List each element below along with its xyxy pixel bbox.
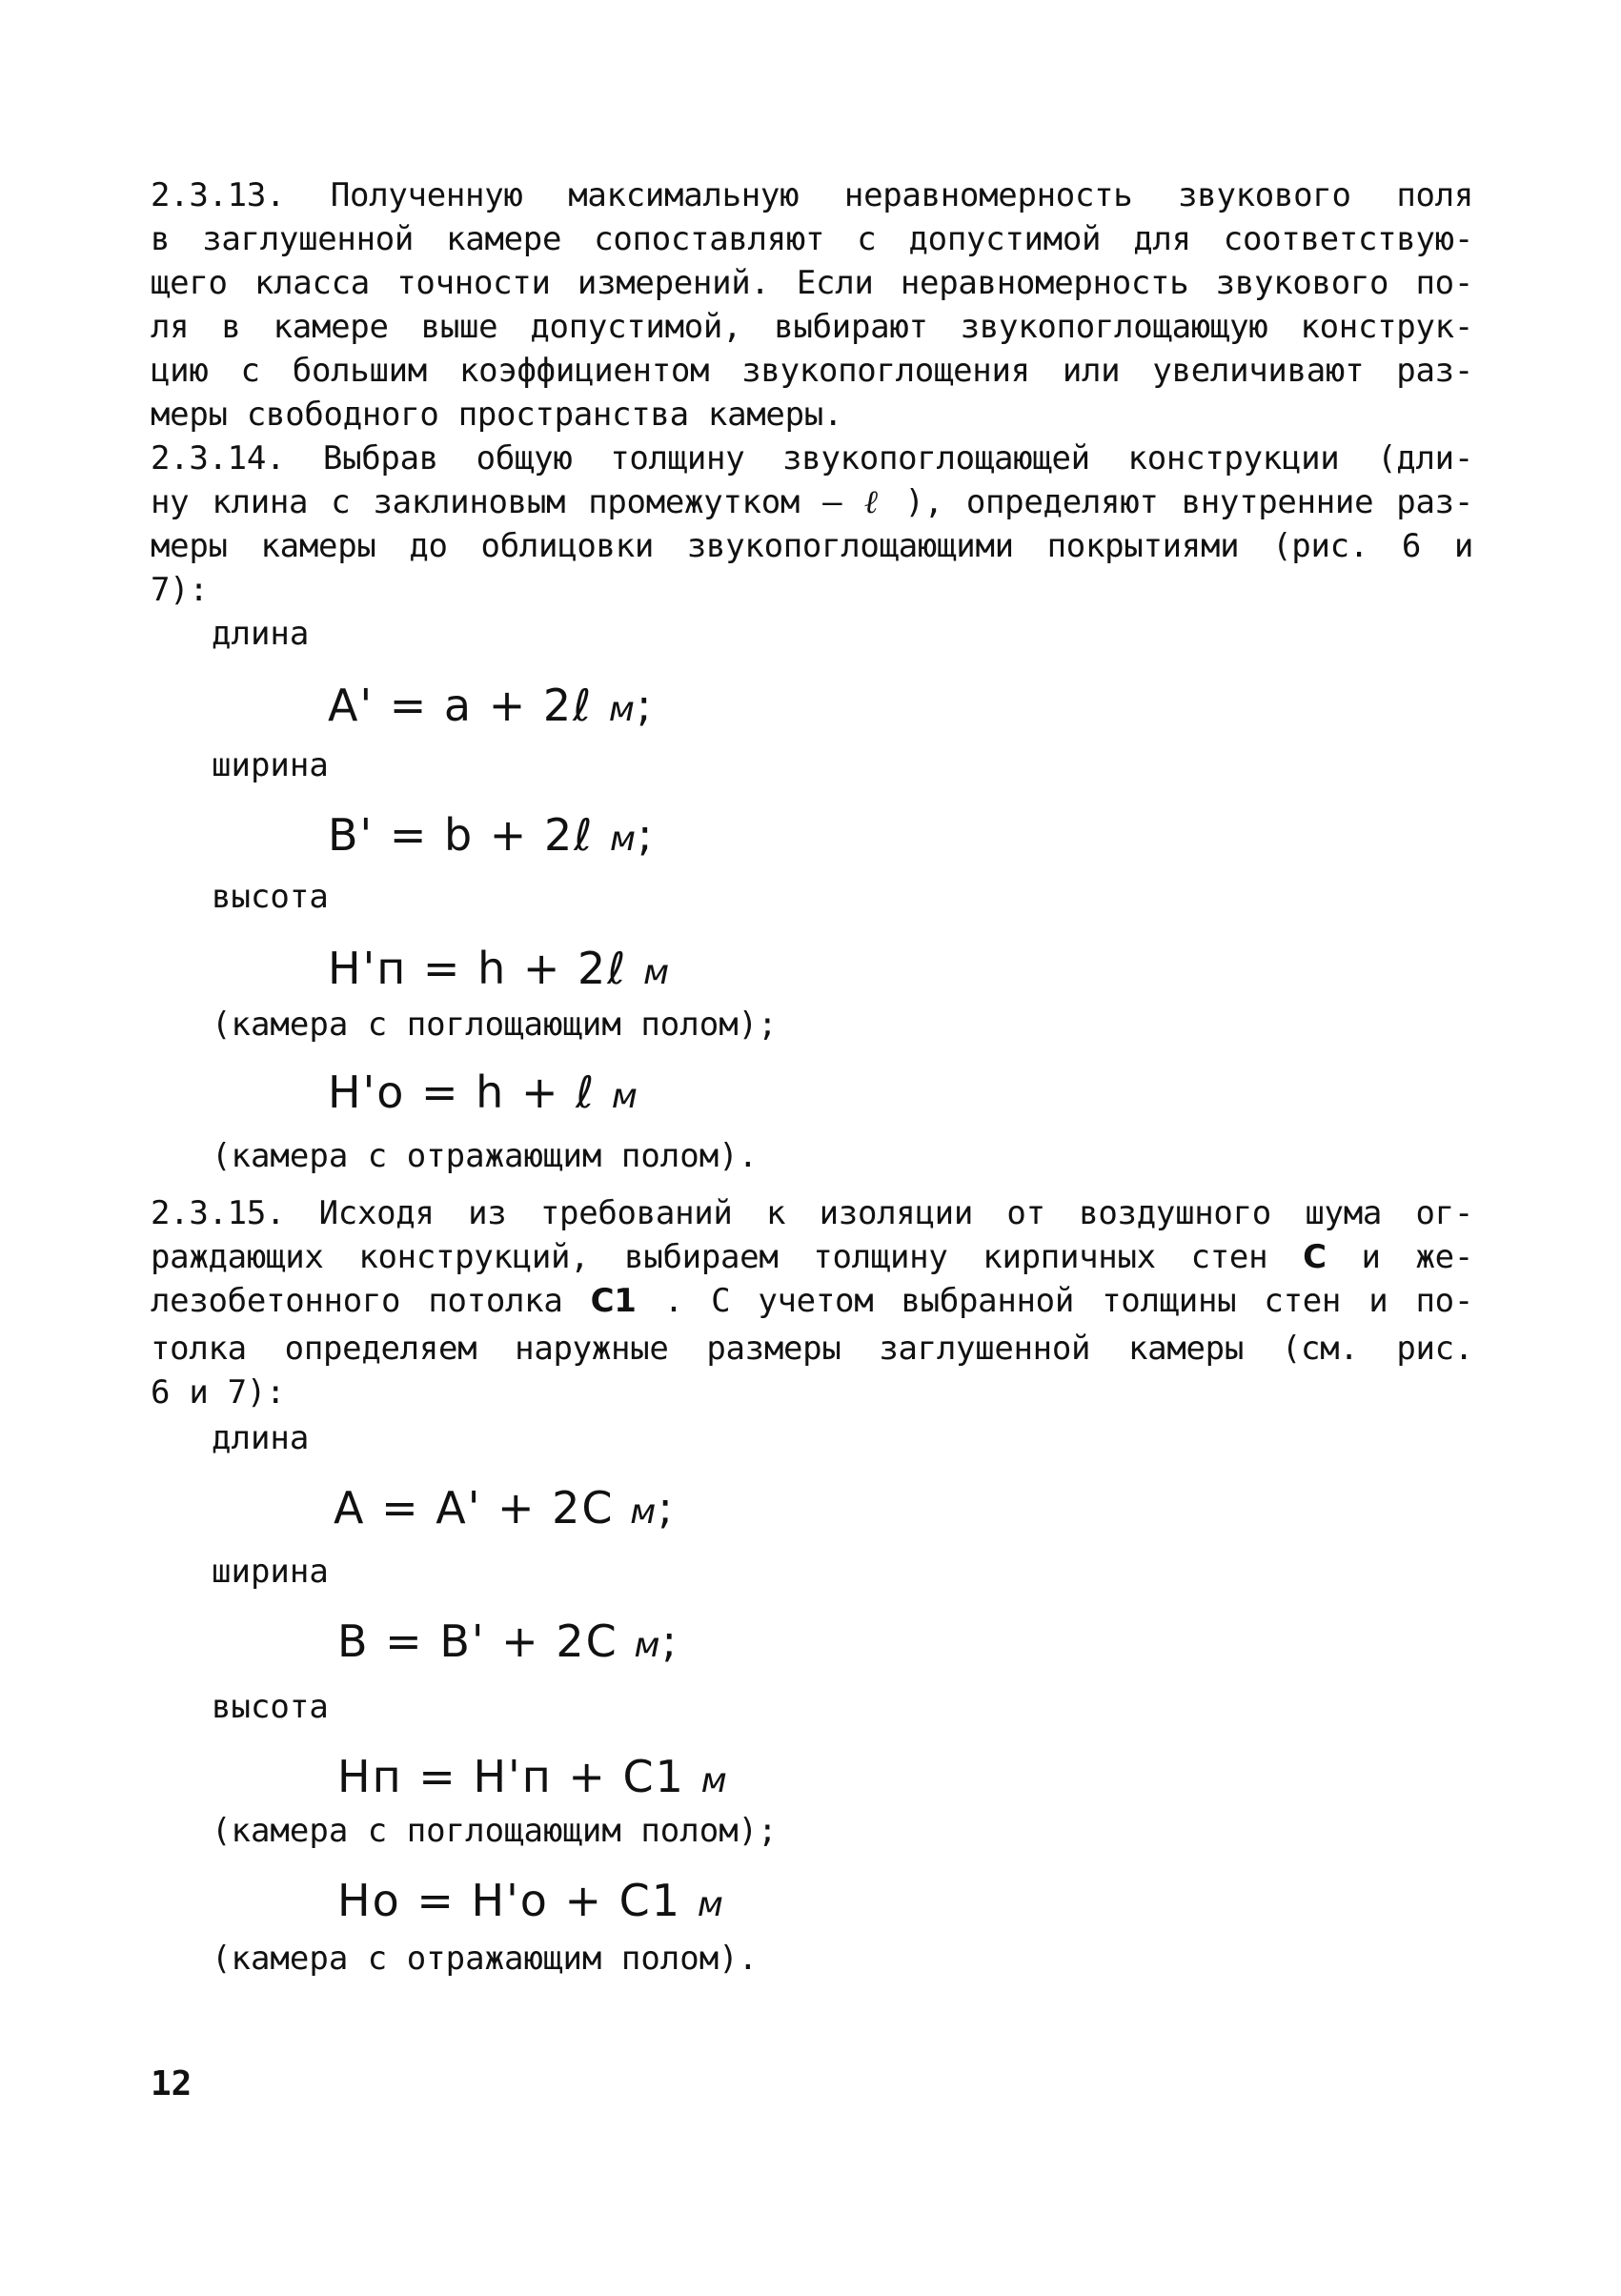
text-line: в заглушенной камере сопоставляют с допустимой для соответствую-	[151, 220, 1473, 258]
reflecting-floor-note: (камера с отражающим полом).	[212, 1940, 759, 1978]
wedge-length-symbol: ℓ	[864, 483, 882, 521]
formula-body: A = A' + 2C	[334, 1482, 615, 1534]
text-fragment: ну клина с заклиновым промежутком –	[151, 483, 842, 521]
formula-body: B' = b + 2ℓ	[328, 809, 595, 861]
formula-body: Hп = H'п + C1	[337, 1751, 685, 1802]
formula-body: H'o = h + ℓ	[328, 1067, 597, 1118]
text-fragment: и же-	[1361, 1238, 1474, 1276]
text-line: цию с большим коэффициентом звукопоглощения или увеличивают раз-	[151, 352, 1473, 390]
outer-height-absorbing-formula	[337, 1750, 729, 1808]
unit: м	[634, 1626, 662, 1665]
text-fragment: . С учетом выбранной толщины стен и по-	[663, 1282, 1474, 1320]
text-line: толка определяем наружные размеры заглушенной камеры (см. рис.	[151, 1330, 1473, 1368]
text-line	[151, 1279, 1473, 1323]
text-line: 7):	[151, 571, 209, 609]
text-fragment: раждающих конструкций, выбираем толщину кирпичных стен	[151, 1238, 1268, 1276]
formula-body: B = B' + 2C	[337, 1615, 618, 1667]
text-line: щего класса точности измерений. Если неравномерность звукового по-	[151, 264, 1473, 302]
text-line: 6 и 7):	[151, 1373, 286, 1412]
height-label: высота	[212, 1688, 329, 1726]
absorbing-floor-note: (камера с поглощающим полом);	[212, 1006, 778, 1044]
height-label: высота	[212, 878, 329, 916]
formula-body: Ho = H'o + C1	[337, 1875, 682, 1926]
text-line: 2.3.14. Выбрав общую толщину звукопоглощающей конструкции (дли-	[151, 439, 1473, 477]
text-line: 2.3.15. Исходя из требований к изоляции от воздушного шума ог-	[151, 1194, 1473, 1232]
text-fragment: лезобетонного потолка	[151, 1282, 563, 1320]
ceiling-thickness-symbol: C1	[590, 1282, 637, 1320]
unit: м	[697, 1885, 725, 1924]
outer-length-formula: A = A' + 2C м;	[334, 1482, 675, 1534]
text-fragment: ), определяют внутренние раз-	[904, 483, 1473, 521]
reflecting-floor-note: (камера с отражающим полом).	[212, 1137, 759, 1175]
unit: м	[609, 820, 638, 859]
length-label: длина	[212, 1419, 310, 1457]
inner-height-reflecting-formula	[328, 1066, 639, 1124]
text-line: меры камеры до облицовки звукопоглощающими покрытиями (рис. 6 и	[151, 527, 1473, 565]
width-label: ширина	[212, 1553, 329, 1591]
wall-thickness-symbol: C	[1303, 1238, 1327, 1276]
unit: м	[630, 1493, 659, 1532]
inner-height-absorbing-formula	[328, 942, 671, 1000]
formula-body: H'п = h + 2ℓ	[328, 943, 628, 994]
outer-height-reflecting-formula	[337, 1874, 725, 1932]
unit: м	[611, 1077, 639, 1116]
text-line: 2.3.13. Полученную максимальную неравномерность звукового поля	[151, 176, 1473, 214]
page-number: 12	[151, 2064, 192, 2103]
inner-length-formula: A' = a + 2ℓ м;	[328, 680, 654, 731]
text-line: ля в камере выше допустимой, выбирают звукопоглощающую конструк-	[151, 308, 1473, 346]
unit: м	[700, 1761, 729, 1800]
length-label: длина	[212, 615, 310, 653]
outer-width-formula: B = B' + 2C м;	[337, 1615, 679, 1667]
inner-width-formula: B' = b + 2ℓ м;	[328, 809, 655, 861]
absorbing-floor-note: (камера с поглощающим полом);	[212, 1812, 778, 1850]
text-line	[151, 1235, 1473, 1279]
unit: м	[642, 953, 672, 992]
unit: м	[608, 690, 637, 729]
formula-body: A' = a + 2ℓ	[328, 680, 594, 731]
text-line: меры свободного пространства камеры.	[151, 396, 843, 434]
text-line	[151, 480, 1473, 524]
width-label: ширина	[212, 746, 329, 784]
